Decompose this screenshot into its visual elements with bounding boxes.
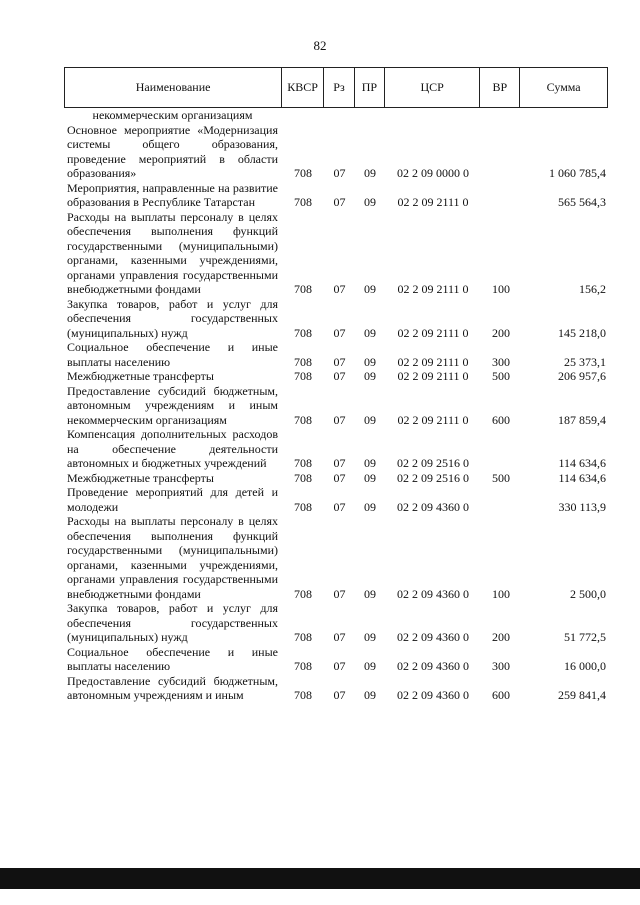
cell-name: Предоставление субсидий бюджетным, автономным учреждениям и иным xyxy=(67,673,278,702)
cell-name: Социальное обеспечение и иные выплаты населению xyxy=(67,340,278,369)
cell-pr: 09 xyxy=(364,659,376,673)
page-number: 82 xyxy=(313,38,327,53)
table-row xyxy=(64,471,608,486)
cell-sum: 25 373,1 xyxy=(564,354,606,369)
cell-sum: 2 500,0 xyxy=(570,586,606,601)
table-row xyxy=(64,514,608,601)
cell-vr: 100 xyxy=(492,282,510,296)
table-row xyxy=(64,427,608,471)
cell-kvsr: 708 xyxy=(294,282,312,296)
cell-name: Закупка товаров, работ и услуг для обеспечения государственных (муниципальных) нужд xyxy=(67,601,278,644)
cell-pr: 09 xyxy=(364,499,376,514)
table-row xyxy=(64,601,608,645)
cell-csr: 02 2 09 2516 0 xyxy=(397,470,469,485)
cell-rz: 07 xyxy=(333,195,346,209)
cell-name: Расходы на выплаты персоналу в целях обеспечения выполнения функций государственными (муниципальными) органами, казенными учреждениями, органами управления государственными внебюджетными фондами xyxy=(67,514,278,601)
cell-name: Межбюджетные трансферты xyxy=(67,470,214,485)
cell-csr: 02 2 09 0000 0 xyxy=(397,166,469,180)
table-row xyxy=(64,384,608,428)
cell-rz: 07 xyxy=(333,470,346,485)
cell-vr: 200 xyxy=(492,630,510,644)
cell-kvsr: 708 xyxy=(294,688,312,702)
cell-csr: 02 2 09 4360 0 xyxy=(397,688,469,702)
cell-rz: 07 xyxy=(333,166,346,180)
cell-pr: 09 xyxy=(364,586,376,601)
cell-kvsr: 708 xyxy=(294,354,312,369)
cell-pr: 09 xyxy=(364,282,376,296)
table-row xyxy=(64,674,608,703)
cell-csr: 02 2 09 2111 0 xyxy=(397,354,469,369)
cell-vr: 500 xyxy=(492,369,510,383)
cell-vr: 300 xyxy=(492,354,510,369)
cell-csr: 02 2 09 4360 0 xyxy=(397,586,469,601)
cell-sum: 330 113,9 xyxy=(558,499,606,514)
table-row xyxy=(64,485,608,514)
cell-rz: 07 xyxy=(333,369,346,383)
cell-csr: 02 2 09 2111 0 xyxy=(397,412,469,427)
cell-kvsr: 708 xyxy=(294,586,312,601)
cell-rz: 07 xyxy=(333,412,346,427)
cell-pr: 09 xyxy=(364,688,376,702)
cell-vr: 600 xyxy=(492,412,510,427)
table-row xyxy=(64,369,608,384)
table-row xyxy=(64,123,608,181)
cell-sum: 1 060 785,4 xyxy=(549,166,606,180)
cell-pr: 09 xyxy=(364,456,376,470)
header-csr: ЦСР xyxy=(385,68,481,107)
cell-csr: 02 2 09 2111 0 xyxy=(397,369,469,383)
cell-kvsr: 708 xyxy=(294,456,312,470)
cell-name: Межбюджетные трансферты xyxy=(67,369,214,383)
cell-sum: 156,2 xyxy=(579,282,606,296)
cell-sum: 114 634,6 xyxy=(558,456,606,470)
cell-kvsr: 708 xyxy=(294,166,312,180)
cell-rz: 07 xyxy=(333,325,346,340)
table-body xyxy=(64,108,608,703)
header-name: Наименование xyxy=(65,68,282,107)
cell-name: Мероприятия, направленные на развитие образования в Республике Татарстан xyxy=(67,180,278,209)
header-rz: Рз xyxy=(324,68,355,107)
cell-kvsr: 708 xyxy=(294,325,312,340)
cell-name: Основное мероприятие «Модернизация системы общего образования, проведение мероприятий в области образования» xyxy=(67,122,278,180)
cell-rz: 07 xyxy=(333,659,346,673)
cell-csr: 02 2 09 2111 0 xyxy=(397,325,469,340)
cell-rz: 07 xyxy=(333,354,346,369)
cell-csr: 02 2 09 2111 0 xyxy=(397,282,469,296)
cell-rz: 07 xyxy=(333,688,346,702)
header-pr: ПР xyxy=(355,68,385,107)
cell-kvsr: 708 xyxy=(294,659,312,673)
cell-csr: 02 2 09 2516 0 xyxy=(397,456,469,470)
cell-sum: 145 218,0 xyxy=(558,325,606,340)
table-row xyxy=(64,340,608,369)
cell-name: Социальное обеспечение и иные выплаты населению xyxy=(67,644,278,673)
cell-name: Предоставление субсидий бюджетным, автономным учреждениям и иным некоммерческим организациям xyxy=(67,383,278,427)
cell-kvsr: 708 xyxy=(294,470,312,485)
cell-vr: 200 xyxy=(492,325,510,340)
cell-name: некоммерческим организациям xyxy=(92,108,253,122)
cell-csr: 02 2 09 4360 0 xyxy=(397,659,469,673)
cell-rz: 07 xyxy=(333,282,346,296)
cell-rz: 07 xyxy=(333,456,346,470)
cell-pr: 09 xyxy=(364,325,376,340)
cell-rz: 07 xyxy=(333,586,346,601)
cell-sum: 16 000,0 xyxy=(564,659,606,673)
cell-sum: 51 772,5 xyxy=(564,630,606,644)
cell-kvsr: 708 xyxy=(294,412,312,427)
cell-kvsr: 708 xyxy=(294,195,312,209)
cell-pr: 09 xyxy=(364,470,376,485)
table-row xyxy=(64,297,608,341)
scan-edge-bar xyxy=(0,868,640,889)
cell-csr: 02 2 09 4360 0 xyxy=(397,630,469,644)
table-row xyxy=(64,210,608,297)
cell-csr: 02 2 09 2111 0 xyxy=(397,195,469,209)
cell-vr: 600 xyxy=(492,688,510,702)
table-row xyxy=(64,645,608,674)
cell-pr: 09 xyxy=(364,630,376,644)
cell-pr: 09 xyxy=(364,369,376,383)
cell-rz: 07 xyxy=(333,630,346,644)
cell-pr: 09 xyxy=(364,195,376,209)
cell-sum: 259 841,4 xyxy=(558,688,606,702)
header-sum: Сумма xyxy=(546,80,581,94)
cell-sum: 206 957,6 xyxy=(558,369,606,383)
cell-vr: 500 xyxy=(492,470,510,485)
cell-csr: 02 2 09 4360 0 xyxy=(397,499,469,514)
cell-pr: 09 xyxy=(364,412,376,427)
cell-kvsr: 708 xyxy=(294,499,312,514)
cell-sum: 114 634,6 xyxy=(558,470,606,485)
cell-pr: 09 xyxy=(364,354,376,369)
cell-sum: 565 564,3 xyxy=(558,195,606,209)
table-row xyxy=(64,108,608,123)
cell-kvsr: 708 xyxy=(294,369,312,383)
cell-kvsr: 708 xyxy=(294,630,312,644)
table-header xyxy=(64,67,608,108)
header-vr: ВР xyxy=(480,68,520,107)
header-kvsr: КВСР xyxy=(282,68,324,107)
cell-pr: 09 xyxy=(364,166,376,180)
cell-sum: 187 859,4 xyxy=(558,412,606,427)
cell-name: Расходы на выплаты персоналу в целях обеспечения выполнения функций государственными (муниципальными) органами, казенными учреждениями, органами управления государственными внебюджетными фондами xyxy=(67,209,278,296)
cell-vr: 100 xyxy=(492,586,510,601)
cell-rz: 07 xyxy=(333,499,346,514)
cell-vr: 300 xyxy=(492,659,510,673)
table-row xyxy=(64,181,608,210)
cell-name: Компенсация дополнительных расходов на обеспечение деятельности автономных и бюджетных учреждений xyxy=(67,427,278,470)
cell-name: Закупка товаров, работ и услуг для обеспечения государственных (муниципальных) нужд xyxy=(67,296,278,340)
cell-name: Проведение мероприятий для детей и молодежи xyxy=(67,485,278,514)
